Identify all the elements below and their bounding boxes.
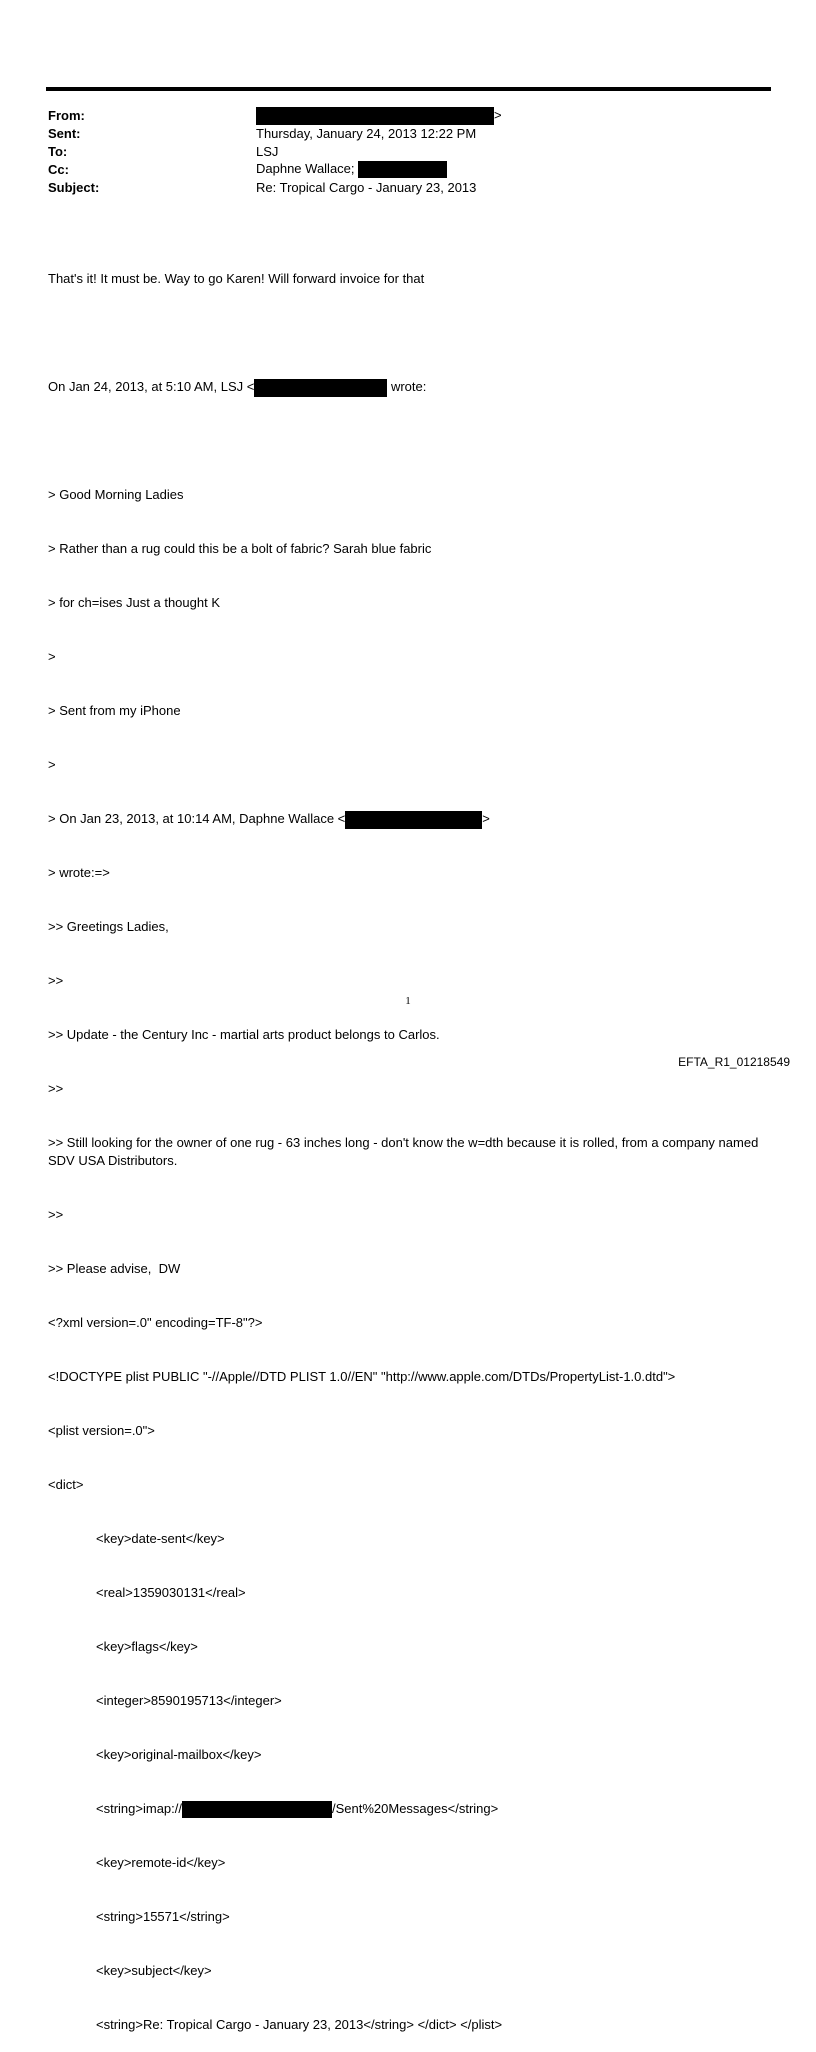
quoted-line: >> Greetings Ladies, [48,919,169,934]
quoted-line: > wrote:=> [48,865,110,880]
page-number: 1 [405,995,411,1007]
xml-line: <string>15571</string> [96,1909,230,1924]
redaction-box [182,1801,332,1818]
subject-value: Re: Tropical Cargo - January 23, 2013 [256,180,477,195]
xml-line: <real>1359030131</real> [96,1585,246,1600]
sent-label: Sent: [48,126,81,141]
from-suffix: > [494,107,502,123]
to-label: To: [48,144,68,159]
xml-line: <string>Re: Tropical Cargo - January 23, 2013</string> </dict> </plist> [96,2017,503,2032]
quoted-line: >> [48,1207,64,1222]
quoted-line: > On Jan 23, 2013, at 10:14 AM, Daphne Wallace < > [48,810,778,828]
quoted-line: > [48,649,56,664]
quoted-line: > for ch=ises Just a thought K [48,595,220,610]
xml-line: <key>flags</key> [96,1639,198,1654]
quoted-line: > [48,757,56,772]
bates-number: EFTA_R1_01218549 [678,1055,790,1069]
xml-line: <string>imap:// /Sent%20Messages</string> [48,1800,778,1818]
quoted-line: >> Please advise, DW [48,1261,181,1276]
redaction-box [254,379,387,397]
xml-line: <?xml version=.0" encoding=TF-8"?> [48,1315,263,1330]
cc-value [256,161,447,178]
redaction-box [256,107,494,125]
header-rule [46,87,771,91]
sent-value: Thursday, January 24, 2013 12:22 PM [256,126,477,141]
cc-name: Daphne Wallace; [256,161,355,176]
reply-intro-line: On Jan 24, 2013, at 5:10 AM, LSJ < wrote: [48,378,778,396]
xml-line: <key>date-sent</key> [96,1531,225,1546]
xml-line: <key>subject</key> [96,1963,212,1978]
xml-line: <key>remote-id</key> [96,1855,226,1870]
subject-label: Subject: [48,180,100,195]
xml-line: <plist version=.0"> [48,1423,155,1438]
quoted-line: >> Still looking for the owner of one rug - 63 inches long - don't know the w=dth because it is rolled, from a company named SDV USA Distributors. [48,1135,759,1168]
quoted-line: >> Update - the Century Inc - martial arts product belongs to Carlos. [48,1027,440,1042]
quoted-line: > Sent from my iPhone [48,703,181,718]
xml-line: <dict> [48,1477,84,1492]
xml-line: <!DOCTYPE plist PUBLIC "-//Apple//DTD PLIST 1.0//EN" "http://www.apple.com/DTDs/PropertyList-1.0.dtd"> [48,1369,676,1384]
xml-line: <key>original-mailbox</key> [96,1747,262,1762]
cc-label: Cc: [48,162,69,177]
quoted-line: > Good Morning Ladies [48,487,184,502]
to-value: LSJ [256,144,279,159]
from-value [256,107,502,125]
redaction-box [358,161,447,178]
body-line: That's it! It must be. Way to go Karen! Will forward invoice for that [48,271,425,286]
xml-line: <integer>8590195713</integer> [96,1693,282,1708]
quoted-line: >> [48,973,64,988]
email-body [48,234,778,2052]
quoted-line: >> [48,1081,64,1096]
from-label: From: [48,108,85,123]
redaction-box [345,811,482,829]
quoted-line: > Rather than a rug could this be a bolt of fabric? Sarah blue fabric [48,541,432,556]
